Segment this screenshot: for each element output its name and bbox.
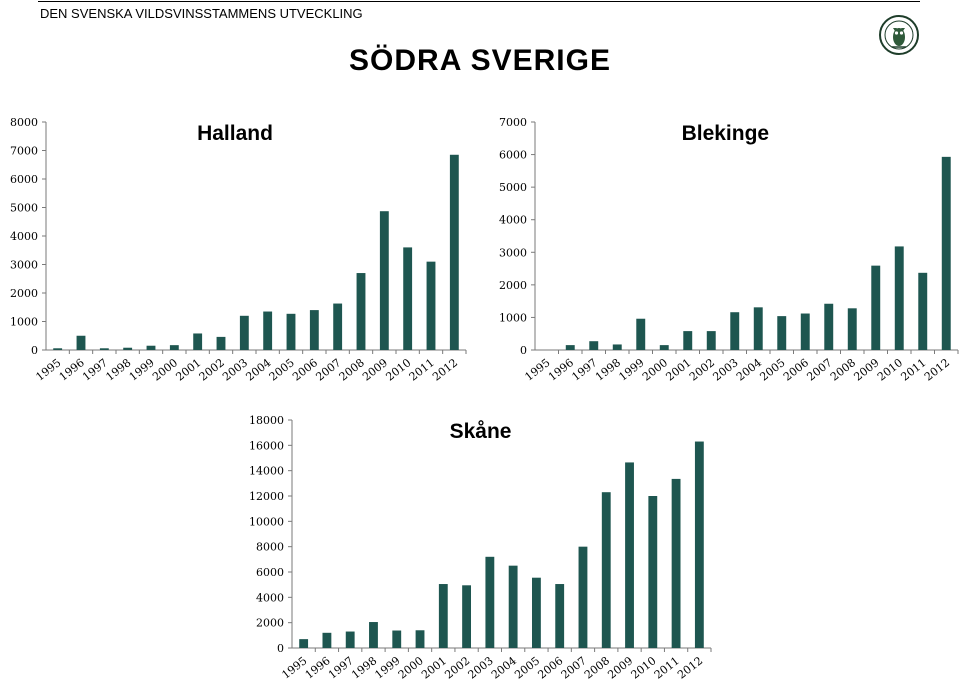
skane-x-tick-label: 1995 [279, 654, 310, 682]
blekinge-x-tick-label: 2012 [922, 356, 953, 384]
halland-x-tick-label: 2008 [336, 356, 367, 384]
halland-bar-1997 [100, 348, 109, 350]
halland-x-tick-label: 1996 [56, 356, 87, 384]
halland-bar-2006 [310, 310, 319, 350]
skane-y-tick-label: 18000 [249, 414, 284, 427]
skane-bar-2004 [509, 566, 518, 648]
blekinge-bar-2007 [824, 304, 833, 350]
skane-bar-2009 [625, 462, 634, 648]
blekinge-y-tick-label: 1000 [499, 311, 527, 325]
blekinge-y-tick-label: 6000 [499, 148, 527, 162]
blekinge-y-tick-label: 5000 [499, 181, 527, 195]
halland-x-tick-label: 2005 [266, 356, 297, 384]
blekinge-y-tick-label: 0 [520, 344, 527, 357]
chart-skane [220, 406, 720, 690]
halland-y-tick-label: 5000 [10, 201, 38, 215]
header-title: DEN SVENSKA VILDSVINSSTAMMENS UTVECKLING [40, 6, 363, 21]
halland-bar-2005 [287, 314, 296, 350]
halland-x-tick-label: 2001 [173, 356, 204, 384]
halland-bar-2003 [240, 316, 249, 350]
blekinge-x-tick-label: 2003 [710, 356, 741, 384]
skane-x-tick-label: 2010 [628, 654, 659, 682]
chart-blekinge [480, 106, 960, 396]
page-title: SÖDRA SVERIGE [349, 44, 611, 77]
header-rule [38, 1, 920, 2]
chart-halland [0, 106, 480, 396]
halland-bar-2001 [193, 333, 202, 350]
blekinge-bar-2000 [660, 345, 669, 350]
skane-bar-2007 [579, 547, 588, 648]
blekinge-bar-2011 [918, 273, 927, 350]
blekinge-x-tick-label: 2011 [898, 356, 929, 384]
skane-bar-2000 [416, 630, 425, 648]
blekinge-x-tick-label: 2008 [828, 356, 859, 384]
skane-bar-2001 [439, 584, 448, 648]
blekinge-bar-1999 [636, 319, 645, 350]
skane-y-tick-label: 6000 [256, 566, 284, 579]
halland-x-tick-label: 2009 [360, 356, 391, 384]
halland-x-tick-label: 1997 [80, 356, 111, 384]
blekinge-bar-2003 [730, 312, 739, 350]
skane-bar-2003 [485, 557, 494, 648]
blekinge-x-tick-label: 2005 [757, 356, 788, 384]
halland-y-tick-label: 3000 [10, 258, 38, 272]
blekinge-x-tick-label: 1999 [616, 356, 647, 384]
halland-chart-title: Halland [197, 122, 273, 145]
halland-y-tick-label: 1000 [10, 315, 38, 329]
blekinge-bar-2004 [754, 307, 763, 350]
blekinge-bar-1997 [589, 341, 598, 350]
blekinge-bar-2001 [683, 331, 692, 350]
halland-y-tick-label: 2000 [10, 287, 38, 300]
halland-bar-2009 [380, 211, 389, 350]
halland-y-tick-label: 0 [31, 344, 38, 357]
blekinge-bar-1996 [566, 345, 575, 350]
blekinge-x-tick-label: 2002 [687, 356, 718, 384]
skane-y-tick-label: 2000 [256, 616, 284, 630]
blekinge-bar-2008 [848, 308, 857, 350]
blekinge-y-tick-label: 4000 [499, 213, 527, 227]
halland-bar-1998 [123, 348, 132, 350]
blekinge-x-tick-label: 2004 [734, 356, 765, 384]
skane-bar-2010 [648, 496, 657, 648]
halland-y-tick-label: 7000 [10, 144, 38, 158]
blekinge-x-tick-label: 2000 [640, 356, 671, 384]
blekinge-y-tick-label: 2000 [499, 278, 527, 292]
skane-bar-1998 [369, 622, 378, 648]
halland-y-tick-label: 4000 [10, 230, 38, 243]
skane-bar-1995 [299, 639, 308, 648]
skane-x-tick-label: 1998 [349, 654, 380, 682]
skane-x-tick-label: 2001 [419, 654, 450, 682]
halland-x-tick-label: 1998 [103, 356, 134, 384]
blekinge-x-tick-label: 1997 [569, 356, 600, 384]
halland-x-tick-label: 2004 [243, 356, 274, 384]
blekinge-x-tick-label: 2006 [781, 356, 812, 384]
skane-y-tick-label: 4000 [256, 591, 284, 605]
halland-bar-2012 [450, 155, 459, 350]
blekinge-x-tick-label: 1998 [593, 356, 624, 384]
halland-bar-2004 [263, 312, 272, 350]
blekinge-bar-1998 [613, 344, 622, 350]
skane-bar-1996 [322, 633, 331, 648]
halland-bar-2010 [403, 247, 412, 350]
halland-bar-1995 [53, 348, 62, 350]
blekinge-x-tick-label: 1996 [546, 356, 577, 384]
halland-bar-2007 [333, 304, 342, 350]
blekinge-x-tick-label: 2007 [804, 356, 835, 384]
skane-bar-2008 [602, 492, 611, 648]
skane-y-tick-label: 12000 [249, 490, 284, 503]
blekinge-chart-title: Blekinge [681, 122, 770, 145]
skane-bar-2006 [555, 584, 564, 648]
skane-x-tick-label: 2011 [651, 654, 682, 682]
skane-x-tick-label: 2003 [465, 654, 496, 682]
skane-x-tick-label: 1999 [372, 654, 403, 682]
blekinge-x-tick-label: 2001 [663, 356, 694, 384]
skane-x-tick-label: 2009 [605, 654, 636, 682]
skane-y-tick-label: 0 [277, 642, 284, 655]
skane-y-tick-label: 16000 [249, 439, 284, 453]
skane-chart-title: Skåne [449, 420, 512, 443]
halland-bar-2011 [427, 262, 436, 350]
skane-y-tick-label: 8000 [256, 540, 284, 554]
blekinge-x-tick-label: 2009 [851, 356, 882, 384]
blekinge-bar-2005 [777, 316, 786, 350]
skane-x-tick-label: 2004 [488, 654, 519, 682]
blekinge-bar-2006 [801, 314, 810, 350]
skane-bar-1999 [392, 631, 401, 648]
skane-y-tick-label: 14000 [249, 464, 284, 478]
owl-seal-icon [878, 14, 920, 56]
skane-x-tick-label: 2008 [582, 654, 613, 682]
skane-bar-2005 [532, 578, 541, 648]
skane-bar-2002 [462, 585, 471, 648]
blekinge-x-tick-label: 1995 [522, 356, 553, 384]
halland-x-tick-label: 2006 [290, 356, 321, 384]
halland-bar-1996 [77, 336, 86, 350]
skane-bar-2012 [695, 442, 704, 648]
blekinge-bar-2010 [895, 246, 904, 350]
skane-x-tick-label: 1997 [325, 654, 357, 682]
halland-x-tick-label: 1999 [126, 356, 157, 384]
halland-y-tick-label: 6000 [10, 173, 38, 186]
halland-bar-2000 [170, 345, 179, 350]
halland-x-tick-label: 2010 [383, 356, 414, 384]
halland-bar-1999 [147, 346, 156, 350]
skane-x-tick-label: 2012 [675, 654, 706, 682]
skane-x-tick-label: 2006 [535, 654, 566, 682]
blekinge-y-tick-label: 3000 [499, 246, 527, 260]
blekinge-bar-2009 [871, 266, 880, 350]
halland-bar-2002 [217, 337, 226, 350]
skane-bar-2011 [672, 479, 681, 648]
halland-x-tick-label: 2007 [313, 356, 344, 384]
skane-x-tick-label: 2005 [512, 654, 543, 682]
halland-x-tick-label: 2003 [220, 356, 251, 384]
halland-x-tick-label: 2002 [196, 356, 227, 384]
halland-x-tick-label: 2000 [150, 356, 181, 384]
halland-x-tick-label: 2011 [406, 356, 437, 384]
blekinge-bar-2012 [942, 157, 951, 350]
skane-y-tick-label: 10000 [249, 515, 284, 529]
skane-x-tick-label: 2007 [558, 654, 589, 682]
halland-x-tick-label: 2012 [430, 356, 461, 384]
halland-y-tick-label: 8000 [10, 116, 38, 129]
skane-x-tick-label: 2000 [395, 654, 426, 682]
halland-bar-2008 [357, 273, 366, 350]
blekinge-bar-2002 [707, 331, 716, 350]
skane-x-tick-label: 1996 [302, 654, 333, 682]
skane-bar-1997 [346, 632, 355, 648]
skane-x-tick-label: 2002 [442, 654, 473, 682]
blekinge-x-tick-label: 2010 [875, 356, 906, 384]
halland-x-tick-label: 1995 [33, 356, 64, 384]
blekinge-y-tick-label: 7000 [499, 116, 527, 129]
